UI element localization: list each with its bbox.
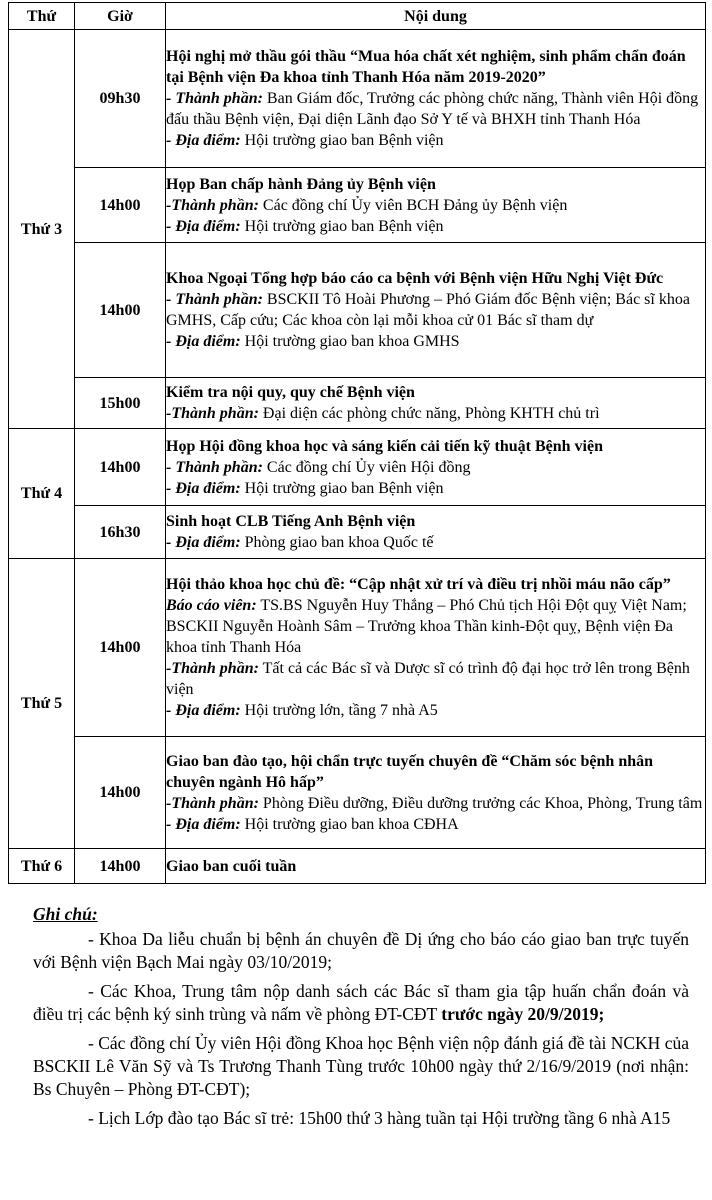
event-members: -Thành phần: Các đồng chí Ủy viên BCH Đảng ủy Bệnh viện — [166, 196, 568, 214]
table-row — [9, 849, 706, 884]
note-item: - Khoa Da liễu chuẩn bị bệnh án chuyên đề Dị ứng cho báo cáo giao ban trực tuyến với Bệnh viện Bạch Mai ngày 03/10/2019; — [33, 929, 689, 972]
header-time: Giờ — [75, 3, 166, 30]
time-cell: 15h00 — [75, 378, 166, 429]
event-location: - Địa điểm: Hội trường giao ban Bệnh viện — [166, 132, 444, 149]
event-title: Giao ban cuối tuần — [166, 857, 297, 875]
event-title: Họp Hội đồng khoa học và sáng kiến cải tiến kỹ thuật Bệnh viện — [166, 437, 603, 455]
table-row — [9, 243, 706, 378]
event-members: -Thành phần: Đại diện các phòng chức năng, Phòng KHTH chủ trì — [166, 405, 600, 422]
notes-section — [33, 903, 689, 1136]
table-row — [9, 737, 706, 849]
table-row — [9, 30, 706, 168]
event-location: - Địa điểm: Phòng giao ban khoa Quốc tế — [166, 534, 434, 551]
event-content — [166, 429, 706, 506]
event-title: Hội nghị mở thầu gói thầu “Mua hóa chất xét nghiệm, sinh phẩm chẩn đoán tại Bệnh viện Đa khoa tỉnh Thanh Hóa năm 2019-2020” — [166, 48, 686, 86]
event-title: Khoa Ngoại Tổng hợp báo cáo ca bệnh với Bệnh viện Hữu Nghị Việt Đức — [166, 270, 664, 287]
time-cell: 09h30 — [75, 30, 166, 168]
note-item: - Lịch Lớp đào tạo Bác sĩ trẻ: 15h00 thứ 3 hàng tuần tại Hội trường tầng 6 nhà A15 — [88, 1108, 671, 1128]
day-cell: Thứ 3 — [9, 30, 75, 429]
event-location: - Địa điểm: Hội trường giao ban khoa CĐHA — [166, 815, 459, 833]
event-location: - Địa điểm: Hội trường giao ban khoa GMHS — [166, 333, 460, 350]
notes-heading: Ghi chú: — [33, 904, 98, 924]
note-item: - Các đồng chí Ủy viên Hội đồng Khoa học Bệnh viện nộp đánh giá đề tài NCKH của BSCKII Lê Văn Sỹ và Ts Trương Thanh Tùng trước 10h00 ngày thứ 2/16/9/2019 (nơi nhận: Bs Chuyên – Phòng ĐT-CĐT); — [33, 1033, 689, 1099]
time-cell: 14h00 — [75, 849, 166, 884]
header-day: Thứ — [9, 3, 75, 30]
table-row — [9, 168, 706, 243]
time-cell: 16h30 — [75, 506, 166, 559]
time-cell: 14h00 — [75, 429, 166, 506]
time-cell: 14h00 — [75, 559, 166, 737]
event-content — [166, 168, 706, 243]
event-members: -Thành phần: Tất cả các Bác sĩ và Dược sĩ có trình độ đại học trở lên trong Bệnh viện — [166, 660, 690, 698]
day-cell: Thứ 6 — [9, 849, 75, 884]
event-title: Giao ban đào tạo, hội chẩn trực tuyến chuyên đề “Chăm sóc bệnh nhân chuyên ngành Hô hấp” — [166, 752, 654, 791]
event-content — [166, 243, 706, 378]
time-cell: 14h00 — [75, 243, 166, 378]
event-content — [166, 737, 706, 849]
event-content — [166, 849, 706, 884]
event-location: - Địa điểm: Hội trường lớn, tầng 7 nhà A5 — [166, 702, 438, 719]
event-title: Sinh hoạt CLB Tiếng Anh Bệnh viện — [166, 513, 416, 530]
event-reporter: Báo cáo viên: TS.BS Nguyễn Huy Thắng – Phó Chủ tịch Hội Đột quỵ Việt Nam; BSCKII Nguyễn Hoành Sâm – Trưởng khoa Thần kinh-Đột quỵ, Bệnh viện Đa khoa tỉnh Thanh Hóa — [166, 597, 687, 656]
table-row — [9, 429, 706, 506]
table-header-row — [9, 3, 706, 30]
event-members: - Thành phần: BSCKII Tô Hoài Phương – Phó Giám đốc Bệnh viện; Bác sĩ khoa GMHS, Cấp cứu; Các khoa còn lại mỗi khoa cử 01 Bác sĩ tham dự — [166, 291, 690, 329]
event-content — [166, 378, 706, 429]
time-cell: 14h00 — [75, 168, 166, 243]
table-row — [9, 378, 706, 429]
note-item: - Các Khoa, Trung tâm nộp danh sách các Bác sĩ tham gia tập huấn chẩn đoán và điều trị các bệnh ký sinh trùng và nấm về phòng ĐT-CĐT trước ngày 20/9/2019; — [33, 981, 689, 1024]
day-cell: Thứ 4 — [9, 429, 75, 559]
day-cell: Thứ 5 — [9, 559, 75, 849]
table-row — [9, 506, 706, 559]
event-location: - Địa điểm: Hội trường giao ban Bệnh viện — [166, 217, 444, 235]
event-title: Hội thảo khoa học chủ đề: “Cập nhật xử trí và điều trị nhồi máu não cấp” — [166, 576, 671, 593]
schedule-table — [8, 2, 706, 884]
event-location: - Địa điểm: Hội trường giao ban Bệnh viện — [166, 479, 444, 497]
event-content — [166, 506, 706, 559]
event-members: - Thành phần: Ban Giám đốc, Trưởng các phòng chức năng, Thành viên Hội đồng đấu thầu Bệnh viện, Đại diện Lãnh đạo Sở Y tế và BHXH tỉnh Thanh Hóa — [166, 90, 699, 128]
event-content — [166, 559, 706, 737]
event-content — [166, 30, 706, 168]
header-content: Nội dung — [166, 3, 706, 30]
table-row — [9, 559, 706, 737]
event-title: Họp Ban chấp hành Đảng ủy Bệnh viện — [166, 175, 436, 193]
time-cell: 14h00 — [75, 737, 166, 849]
event-members: - Thành phần: Các đồng chí Ủy viên Hội đồng — [166, 458, 471, 476]
event-title: Kiểm tra nội quy, quy chế Bệnh viện — [166, 384, 415, 401]
event-members: -Thành phần: Phòng Điều dưỡng, Điều dưỡng trưởng các Khoa, Phòng, Trung tâm — [166, 794, 703, 812]
